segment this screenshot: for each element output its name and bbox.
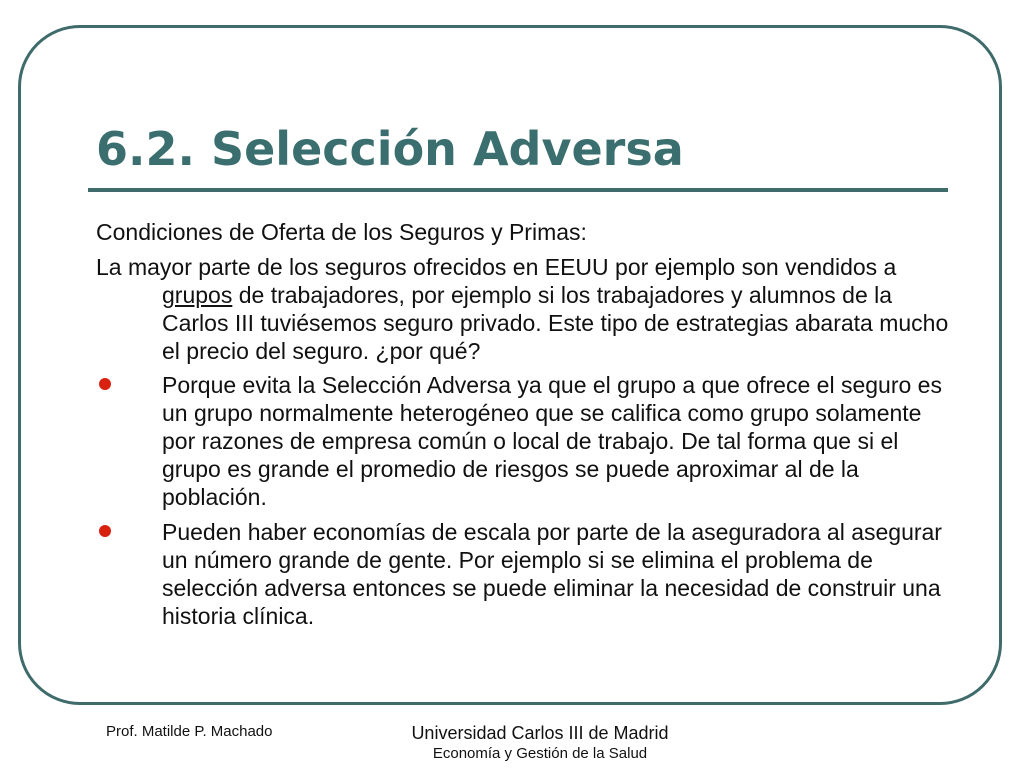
bullet-text: Porque evita la Selección Adversa ya que el grupo a que ofrece el seguro es un grupo normalmente heterogéneo que se califica como grupo solamente por razones de empresa común o local de trabajo. De tal forma que si el grupo es grande el promedio de riesgos se puede aproximar al de la población. <box>162 372 942 510</box>
bullet-item <box>96 518 956 630</box>
paragraph-text-after: de trabajadores, por ejemplo si los trabajadores y alumnos de la Carlos III tuviésemos seguro privado. Este tipo de estrategias abarata mucho el precio del seguro. ¿por qué? <box>162 282 949 364</box>
paragraph-underlined-word: grupos <box>162 282 233 308</box>
bullet-dot-icon <box>99 378 111 390</box>
footer-author: Prof. Matilde P. Machado <box>106 723 273 740</box>
bullet-item <box>96 371 956 511</box>
footer-institution <box>392 722 688 764</box>
intro-text: Condiciones de Oferta de los Seguros y Primas: <box>96 219 587 245</box>
slide-content <box>96 218 956 637</box>
main-paragraph <box>96 253 956 365</box>
title-divider <box>88 188 948 192</box>
footer-course: Economía y Gestión de la Salud <box>432 745 648 762</box>
paragraph-text-before: La mayor parte de los seguros ofrecidos en EEUU por ejemplo son vendidos a <box>96 254 897 280</box>
bullet-dot-icon <box>99 525 111 537</box>
footer-university: Universidad Carlos III de Madrid <box>411 723 669 743</box>
bullet-text: Pueden haber economías de escala por parte de la aseguradora al asegurar un número grande de gente. Por ejemplo si se elimina el problema de selección adversa entonces se puede eliminar la necesidad de construir una historia clínica. <box>162 519 942 629</box>
slide-title: 6.2. Selección Adversa <box>96 122 684 176</box>
